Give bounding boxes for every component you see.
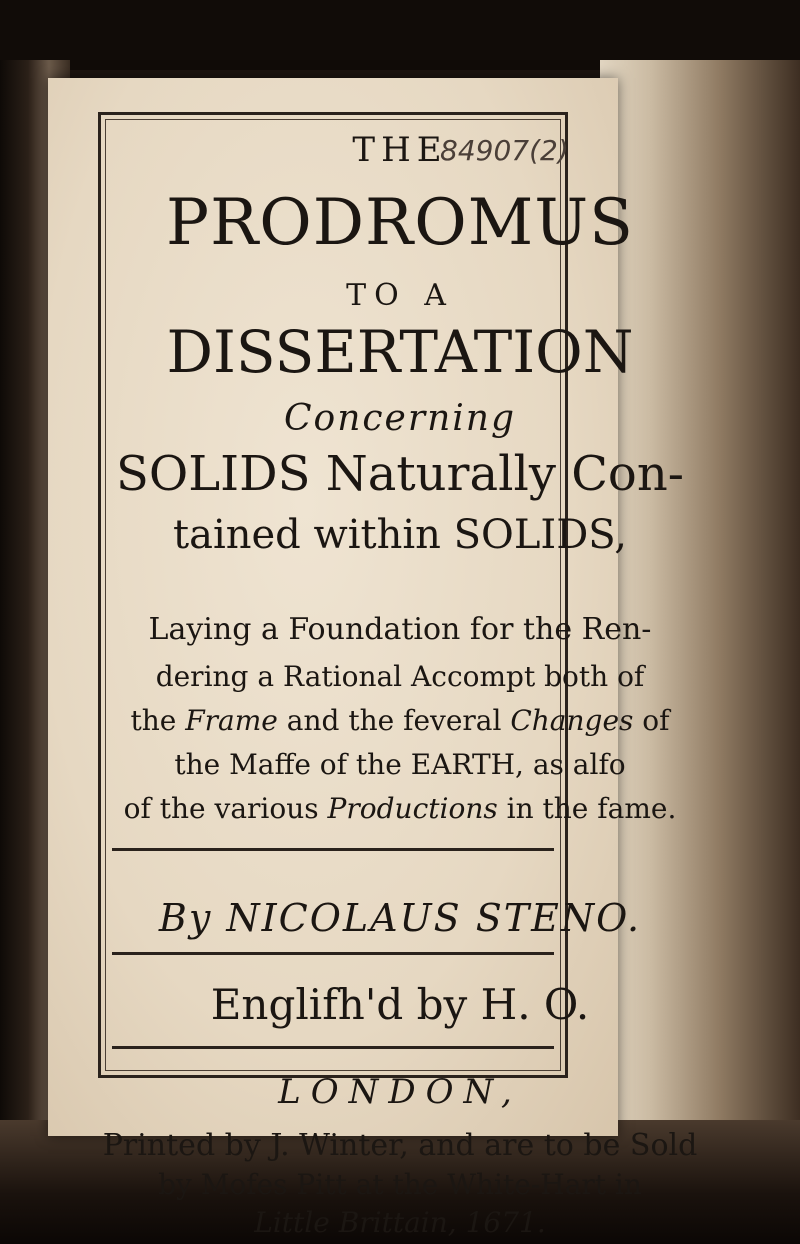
imprint-place: LONDON, (278, 1072, 522, 1112)
subtitle-line-5-a: of the various (123, 792, 328, 825)
subtitle-productions-word: Productions (327, 792, 498, 825)
divider-rule-1 (112, 848, 554, 851)
imprint-line-1: Printed by J. Winter, and are to be Sold (102, 1128, 698, 1163)
subtitle-line-2: dering a Rational Accompt both of (155, 660, 645, 693)
imprint-line-3: Little Brittain, 1671. (254, 1206, 546, 1239)
title-solids-line-2: tained within SOLIDS, (173, 512, 627, 558)
subtitle-changes-word: Changes (510, 704, 634, 737)
title-the: THE (352, 130, 448, 170)
title-dissertation: DISSERTATION (166, 318, 634, 386)
title-concerning: Concerning (283, 398, 516, 439)
translator-line: Englifh'd by H. O. (210, 980, 590, 1029)
subtitle-line-1: Laying a Foundation for the Ren- (148, 612, 652, 647)
subtitle-line-3-a: the (130, 704, 186, 737)
author-line: By NICOLAUS STENO. (158, 896, 642, 940)
subtitle-line-3 (0, 704, 800, 737)
divider-rule-3 (112, 1046, 554, 1049)
subtitle-line-3-e: of (633, 704, 670, 737)
subtitle-line-5-c: in the fame. (497, 792, 677, 825)
subtitle-line-4: the Maffe of the EARTH, as alfo (174, 748, 626, 781)
subtitle-line-5 (0, 792, 800, 825)
subtitle-line-3-c: and the feveral (277, 704, 511, 737)
title-prodromus: PRODROMUS (166, 186, 634, 260)
title-solids-line-1: SOLIDS Naturally Con- (116, 446, 684, 502)
imprint-line-2: by Mofes Pitt at the White-Hart in (158, 1168, 642, 1201)
shelfmark-handwritten: 84907(2) (440, 134, 569, 167)
title-to-a: TO A (346, 278, 454, 313)
subtitle-frame-word: Frame (185, 704, 278, 737)
divider-rule-2 (112, 952, 554, 955)
